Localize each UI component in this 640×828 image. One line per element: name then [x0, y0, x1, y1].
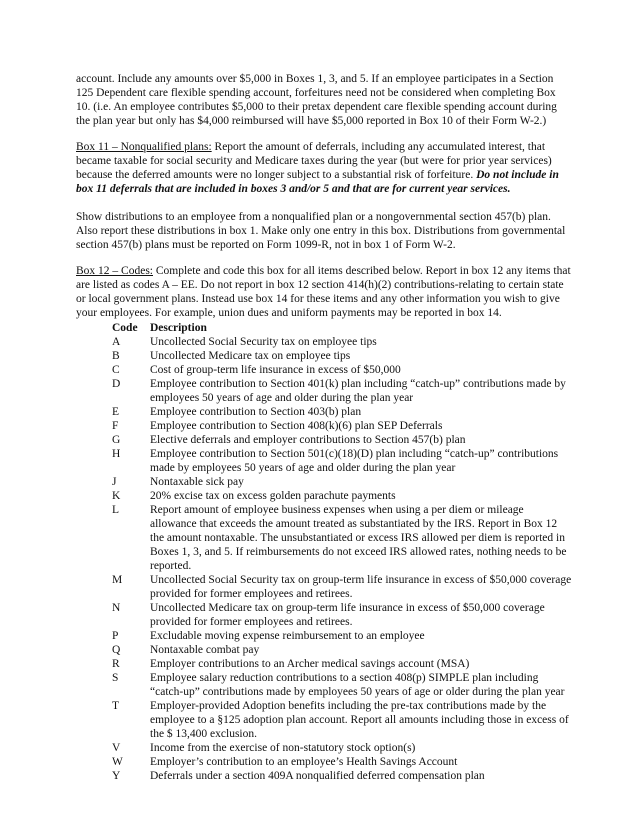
box12-heading: Box 12 – Codes: [76, 265, 153, 277]
description-cell: 20% excise tax on excess golden parachute payments [150, 490, 396, 502]
table-row [112, 769, 572, 783]
code-cell: V [112, 742, 121, 754]
code-cell: W [112, 756, 123, 768]
code-cell: T [112, 700, 120, 712]
table-row [112, 475, 572, 489]
code-cell: E [112, 406, 120, 418]
code-cell: M [112, 574, 123, 586]
code-cell: G [112, 434, 121, 446]
code-cell: Y [112, 770, 121, 782]
paragraph-box12 [76, 264, 572, 320]
table-row [112, 601, 572, 629]
description-cell: Income from the exercise of non-statutory stock option(s) [150, 742, 416, 754]
description-cell: Employer contributions to an Archer medical savings account (MSA) [150, 658, 470, 670]
table-header [112, 321, 572, 335]
paragraph-box11 [76, 140, 572, 196]
box11-heading: Box 11 – Nonqualified plans: [76, 141, 212, 153]
description-cell: Employee contribution to Section 501(c)(18)(D) plan including “catch-up” contributions made by employees 50 years of age and older during the plan year [150, 448, 559, 474]
table-row [112, 573, 572, 601]
description-cell: Deferrals under a section 409A nonqualified deferred compensation plan [150, 770, 485, 782]
description-cell: Employer-provided Adoption benefits including the pre-tax contributions made by the employee to a §125 adoption plan account. Report all amounts including those in excess of the $ 13,400 exclusion. [150, 700, 569, 740]
table-row [112, 755, 572, 769]
table-row [112, 489, 572, 503]
description-cell: Employee contribution to Section 401(k) plan including “catch-up” contributions made by employees 50 years of age and older during the plan year [150, 378, 566, 404]
table-row [112, 335, 572, 349]
code-cell: J [112, 476, 117, 488]
code-cell: L [112, 504, 120, 516]
code-cell: R [112, 658, 120, 670]
code-cell: B [112, 350, 120, 362]
table-row [112, 503, 572, 573]
table-row [112, 447, 572, 475]
description-cell: Employer’s contribution to an employee’s Health Savings Account [150, 756, 458, 768]
box11-note: Do not include in box 11 deferrals that are included in boxes 3 and/or 5 and that are for current year services. [76, 169, 559, 195]
table-row [112, 377, 572, 405]
description-column-header: Description [150, 322, 207, 334]
table-row [112, 671, 572, 699]
code-cell: F [112, 420, 119, 432]
description-cell: Excludable moving expense reimbursement to an employee [150, 630, 425, 642]
table-row [112, 629, 572, 643]
paragraph-box10-continuation: account. Include any amounts over $5,000 in Boxes 1, 3, and 5. If an employee participates in a Section 125 Dependent care flexible spending account, forfeitures need not be considered when completing Box 10. (i.e. An employee contributes $5,000 to their pretax dependent care flexible spending account during the plan year but only has $4,000 reimbursed will have $5,000 reported in Box 10 of their Form W-2.) [76, 73, 557, 127]
description-cell: Uncollected Social Security tax on employee tips [150, 336, 377, 348]
box12-code-table [112, 321, 572, 783]
box11-text: Report the amount of deferrals, including any accumulated interest, that became taxable for social security and Medicare taxes during the year (but were for prior year services) because the deferred amounts were no longer subject to a substantial risk of forfeiture. [76, 141, 552, 181]
description-cell: Elective deferrals and employer contributions to Section 457(b) plan [150, 434, 466, 446]
table-row [112, 741, 572, 755]
description-cell: Cost of group-term life insurance in excess of $50,000 [150, 364, 401, 376]
description-cell: Uncollected Medicare tax on group-term life insurance in excess of $50,000 coverage provided for former employees and retirees. [150, 602, 545, 628]
paragraph-distributions: Show distributions to an employee from a nonqualified plan or a nongovernmental section 457(b) plan. Also report these distributions in box 1. Make only one entry in this box. Distributions from governmental section 457(b) plans must be reported on Form 1099-R, not in box 1 of Form W-2. [76, 211, 566, 251]
code-cell: S [112, 672, 119, 684]
code-cell: A [112, 336, 121, 348]
table-row [112, 405, 572, 419]
table-row [112, 433, 572, 447]
description-cell: Report amount of employee business expenses when using a per diem or mileage allowance that exceeds the amount treated as substantiated by the IRS. Report in Box 12 the amount nontaxable. The unsubstantiated or excess IRS allowed per diem is reported in Boxes 1, 3, and 5. If reimbursements do not exceed IRS allowed rates, nothing needs to be reported. [150, 504, 567, 572]
code-cell: K [112, 490, 121, 502]
description-cell: Employee contribution to Section 403(b) plan [150, 406, 362, 418]
description-cell: Employee contribution to Section 408(k)(6) plan SEP Deferrals [150, 420, 443, 432]
table-row [112, 419, 572, 433]
description-cell: Uncollected Medicare tax on employee tips [150, 350, 351, 362]
code-cell: P [112, 630, 119, 642]
code-cell: H [112, 448, 121, 460]
table-row [112, 699, 572, 741]
description-cell: Nontaxable sick pay [150, 476, 244, 488]
table-body [112, 335, 572, 783]
code-column-header: Code [112, 322, 138, 334]
table-row [112, 643, 572, 657]
description-cell: Employee salary reduction contributions to a section 408(p) SIMPLE plan including “catch-up” contributions made by employees 50 years of age or older during the plan year [150, 672, 565, 698]
table-row [112, 363, 572, 377]
description-cell: Uncollected Social Security tax on group-term life insurance in excess of $50,000 coverage provided for former employees and retirees. [150, 574, 572, 600]
box12-text: Complete and code this box for all items described below. Report in box 12 any items that are listed as codes A – EE. Do not report in box 12 section 414(h)(2) contributions-relating to certain state or local government plans. Instead use box 14 for these items and any other information you wish to give your employees. For example, union dues and uniform payments may be reported in box 14. [76, 265, 571, 319]
code-cell: C [112, 364, 120, 376]
code-cell: D [112, 378, 121, 390]
code-cell: N [112, 602, 121, 614]
description-cell: Nontaxable combat pay [150, 644, 260, 656]
table-row [112, 349, 572, 363]
code-cell: Q [112, 644, 121, 656]
table-row [112, 657, 572, 671]
